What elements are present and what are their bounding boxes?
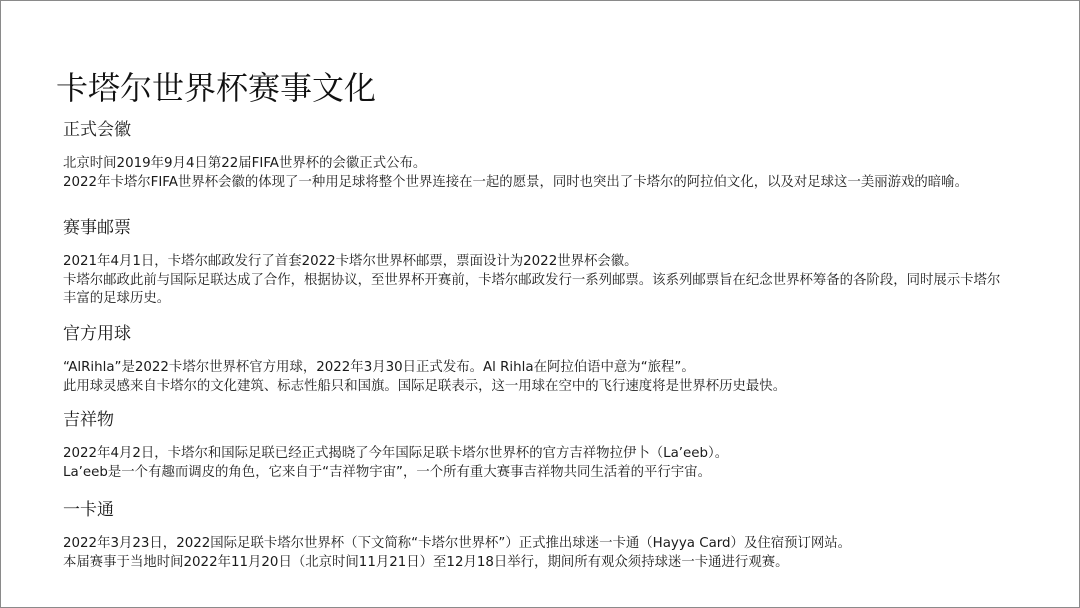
section-body — [63, 155, 1013, 192]
section-body — [63, 253, 1013, 309]
section-stamps — [63, 217, 1013, 309]
paragraph: 本届赛事于当地时间2022年11月20日（北京时间11月21日）至12月18日举行，期间所有观众须持球迷一卡通进行观赛。 — [63, 554, 789, 570]
section-heading: 正式会徽 — [63, 120, 131, 140]
section-heading: 赛事邮票 — [63, 218, 131, 238]
paragraph: 2021年4月1日，卡塔尔邮政发行了首套2022卡塔尔世界杯邮票，票面设计为2022世界杯会徽。 — [63, 254, 638, 269]
paragraph: 此用球灵感来自卡塔尔的文化建筑、标志性船只和国旗。国际足联表示，这一用球在空中的飞行速度将是世界杯历史最快。 — [63, 378, 787, 394]
section-mascot — [63, 409, 1013, 482]
paragraph: 2022年4月2日，卡塔尔和国际足联已经正式揭晓了今年国际足联卡塔尔世界杯的官方吉祥物拉伊卜（La’eeb）。 — [63, 446, 729, 461]
section-hayya-card — [63, 499, 1013, 572]
section-heading: 一卡通 — [63, 500, 114, 520]
section-body — [63, 445, 1013, 482]
section-heading: 官方用球 — [63, 324, 131, 344]
paragraph: 卡塔尔邮政此前与国际足联达成了合作，根据协议，至世界杯开赛前，卡塔尔邮政发行一系列邮票。该系列邮票旨在纪念世界杯筹备的各阶段，同时展示卡塔尔丰富的足球历史。 — [63, 272, 1001, 306]
section-body — [63, 535, 1013, 572]
slide-title: 卡塔尔世界杯赛事文化 — [56, 69, 377, 107]
paragraph: 2022年3月23日，2022国际足联卡塔尔世界杯（下文简称“卡塔尔世界杯”）正式推出球迷一卡通（Hayya Card）及住宿预订网站。 — [63, 536, 852, 551]
paragraph: “AlRihla”是2022卡塔尔世界杯官方用球，2022年3月30日正式发布。Al Rihla在阿拉伯语中意为“旅程”。 — [63, 360, 695, 375]
section-official-ball — [63, 323, 1013, 396]
paragraph: 2022年卡塔尔FIFA世界杯会徽的体现了一种用足球将整个世界连接在一起的愿景，同时也突出了卡塔尔的阿拉伯文化，以及对足球这一美丽游戏的暗喻。 — [63, 174, 968, 190]
paragraph: La’eeb是一个有趣而调皮的角色，它来自于“吉祥物宇宙”，一个所有重大赛事吉祥物共同生活着的平行宇宙。 — [63, 464, 711, 480]
paragraph: 北京时间2019年9月4日第22届FIFA世界杯的会徽正式公布。 — [63, 156, 427, 171]
section-heading: 吉祥物 — [63, 410, 114, 430]
section-emblem — [63, 119, 1013, 192]
section-body — [63, 359, 1013, 396]
